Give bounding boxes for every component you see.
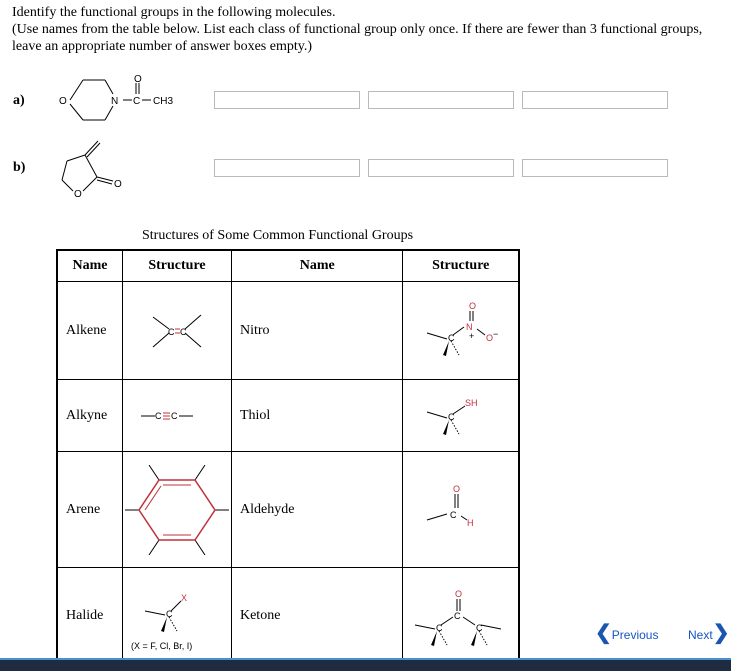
atom-c: C bbox=[133, 96, 141, 107]
answer-a-2[interactable] bbox=[368, 91, 514, 109]
atom-c: C bbox=[180, 326, 187, 337]
previous-button[interactable] bbox=[595, 620, 658, 645]
part-a-label: a) bbox=[13, 93, 25, 108]
atom-h: H bbox=[466, 517, 474, 528]
answer-b-3[interactable] bbox=[522, 159, 668, 177]
question-text bbox=[12, 4, 724, 55]
atom-c: C bbox=[166, 608, 173, 619]
alkyne-structure bbox=[123, 380, 232, 452]
row-alkyne-name: Alkyne bbox=[58, 380, 123, 452]
atom-c: C bbox=[155, 410, 162, 421]
row-aldehyde-name: Aldehyde bbox=[231, 452, 402, 568]
next-label: Next bbox=[688, 628, 713, 642]
atom-c: C bbox=[168, 326, 175, 337]
part-b-label: b) bbox=[13, 160, 26, 175]
halide-structure bbox=[123, 568, 232, 664]
atom-o: O bbox=[485, 332, 493, 343]
row-alkene-name: Alkene bbox=[58, 282, 123, 380]
atom-c: C bbox=[447, 332, 455, 343]
header-name-1: Name bbox=[58, 251, 123, 282]
chevron-right-icon: ❯ bbox=[712, 622, 730, 644]
atom-x: X bbox=[181, 592, 188, 603]
atom-carbonyl-o: O bbox=[114, 179, 122, 190]
atom-c: C bbox=[171, 410, 178, 421]
answer-a-3[interactable] bbox=[522, 91, 668, 109]
answer-b-2[interactable] bbox=[368, 159, 514, 177]
molecule-b-structure bbox=[55, 135, 135, 200]
header-structure-2: Structure bbox=[403, 251, 518, 282]
row-nitro-name: Nitro bbox=[231, 282, 402, 380]
header-name-2: Name bbox=[231, 251, 402, 282]
table-title: Structures of Some Common Functional Groups bbox=[142, 228, 414, 243]
row-ketone-name: Ketone bbox=[231, 568, 402, 664]
bottom-bar bbox=[0, 658, 731, 671]
thiol-structure bbox=[403, 380, 518, 452]
answer-a-1[interactable] bbox=[214, 91, 360, 109]
atom-n: N bbox=[111, 96, 119, 107]
atom-o: O bbox=[59, 96, 67, 107]
row-halide-name: Halide bbox=[58, 568, 123, 664]
row-arene-name: Arene bbox=[58, 452, 123, 568]
molecule-a-structure bbox=[55, 72, 205, 130]
atom-c: C bbox=[449, 509, 457, 520]
atom-carbonyl-o: O bbox=[134, 74, 142, 85]
row-thiol-name: Thiol bbox=[231, 380, 402, 452]
previous-label: Previous bbox=[611, 628, 659, 642]
atom-o: O bbox=[468, 300, 476, 311]
atom-n: N bbox=[465, 321, 473, 332]
arene-structure bbox=[123, 452, 232, 568]
aldehyde-structure bbox=[403, 452, 518, 568]
functional-groups-table bbox=[56, 249, 520, 664]
nitro-structure bbox=[403, 282, 518, 380]
atom-c: C bbox=[453, 610, 461, 621]
atom-c: C bbox=[475, 622, 483, 633]
group-sh: SH bbox=[464, 397, 478, 408]
question-line1: Identify the functional groups in the following molecules. bbox=[12, 5, 336, 20]
atom-c: C bbox=[447, 411, 455, 422]
group-ch3: CH3 bbox=[153, 96, 174, 107]
halide-note: (X = F, Cl, Br, I) bbox=[131, 640, 193, 651]
atom-ring-o: O bbox=[74, 189, 82, 200]
answer-b-1[interactable] bbox=[214, 159, 360, 177]
alkene-structure bbox=[123, 282, 232, 380]
atom-o: O bbox=[452, 483, 460, 494]
charge-minus: − bbox=[492, 328, 498, 339]
ketone-structure bbox=[403, 568, 518, 664]
chevron-left-icon: ❮ bbox=[595, 622, 612, 644]
question-line2: (Use names from the table below. List each class of functional group only once. If there are fewer than 3 functional groups, leave an appropriate number of answer boxes empty.) bbox=[12, 22, 703, 54]
next-button[interactable] bbox=[688, 620, 729, 645]
atom-c: C bbox=[435, 622, 443, 633]
atom-o: O bbox=[454, 588, 462, 599]
charge-plus: + bbox=[468, 330, 474, 341]
header-structure-1: Structure bbox=[123, 251, 232, 282]
